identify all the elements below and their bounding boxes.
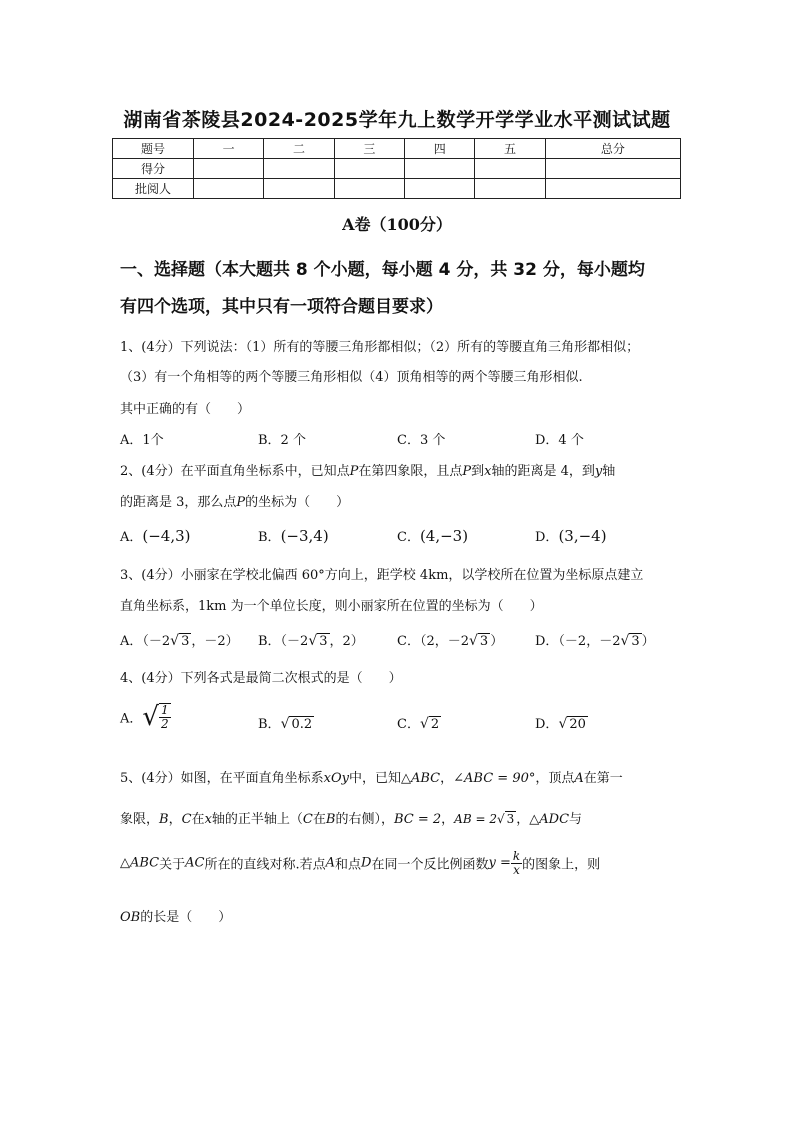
option-value: (−3,4) bbox=[280, 527, 329, 545]
math-var: x bbox=[204, 812, 212, 827]
option-letter: D． bbox=[535, 717, 559, 732]
math-expr: ∠ABC = 90° bbox=[453, 771, 536, 786]
text-segment: 象限， bbox=[120, 812, 160, 827]
q2-option-c bbox=[397, 526, 468, 545]
numerator: 1 bbox=[160, 703, 169, 718]
radical-sign: √ bbox=[469, 633, 478, 649]
math-expr: xOy bbox=[323, 771, 349, 786]
text-segment: 所在的直线对称.若点 bbox=[204, 857, 326, 873]
option-value: (3,−4) bbox=[558, 527, 607, 545]
table-cell bbox=[475, 179, 545, 199]
section-a-heading: A卷（100分） bbox=[342, 215, 452, 234]
denominator: 2 bbox=[160, 717, 169, 731]
text-segment: ， bbox=[440, 771, 454, 786]
q4-option-c bbox=[397, 713, 441, 732]
option-text: ，－2） bbox=[191, 634, 239, 649]
radicand: 0.2 bbox=[291, 717, 313, 732]
table-cell bbox=[264, 179, 334, 199]
table-cell bbox=[405, 179, 475, 199]
option-letter: B． bbox=[258, 530, 281, 545]
numerator: k bbox=[512, 849, 521, 863]
table-cell bbox=[545, 159, 680, 179]
option-text: ） bbox=[490, 634, 504, 649]
math-expr: OB bbox=[120, 910, 141, 925]
math-var: P bbox=[462, 464, 472, 479]
table-cell: 批阅人 bbox=[113, 179, 194, 199]
table-cell bbox=[475, 159, 545, 179]
q2-option-b bbox=[258, 526, 329, 545]
table-cell: 四 bbox=[405, 139, 475, 159]
text-segment: 5、(4分）如图，在平面直角坐标系 bbox=[120, 771, 324, 786]
math-var: A bbox=[574, 771, 584, 786]
option-letter: B． bbox=[258, 717, 281, 732]
q5-line4 bbox=[120, 906, 231, 925]
text-segment: 与 bbox=[569, 812, 583, 827]
text-segment: 和点 bbox=[335, 857, 362, 873]
denominator: x bbox=[513, 862, 520, 877]
q2-line2 bbox=[120, 491, 349, 510]
text-segment: 的长是（ ） bbox=[140, 910, 232, 925]
text-segment: 在 bbox=[312, 812, 326, 827]
option-text: B．（－2 bbox=[258, 634, 309, 649]
q1-option-a: A．1个 bbox=[120, 433, 164, 448]
radicand: 3 bbox=[479, 634, 489, 649]
radicand: 3 bbox=[631, 634, 640, 649]
q1-line1: 1、(4分）下列说法：（1）所有的等腰三角形都相似；（2）所有的等腰直角三角形都相似； bbox=[120, 340, 640, 355]
option-value: (4,−3) bbox=[419, 527, 469, 545]
text-segment: 轴的距离是 4，到 bbox=[491, 464, 595, 479]
table-cell: 一 bbox=[194, 139, 264, 159]
table-cell bbox=[545, 179, 680, 199]
q3-option-a bbox=[120, 630, 239, 649]
math-var: x bbox=[484, 464, 492, 479]
text-segment: 到 bbox=[471, 464, 485, 479]
table-cell: 总分 bbox=[545, 139, 680, 159]
math-expr: △ADC bbox=[529, 812, 570, 827]
radical-sign: √ bbox=[620, 633, 630, 649]
q1-option-d: D．4 个 bbox=[535, 433, 584, 448]
radicand: 20 bbox=[569, 717, 586, 732]
text-segment: 2、(4分）在平面直角坐标系中，已知点 bbox=[120, 464, 350, 479]
q5-line2 bbox=[120, 808, 582, 827]
math-expr: y = bbox=[488, 855, 511, 871]
text-segment: 的距离是 3，那么点 bbox=[120, 495, 237, 510]
option-value: (−4,3) bbox=[142, 527, 191, 545]
q3-line1: 3、(4分）小丽家在学校北偏西 60°方向上，距学校 4km，以学校所在位置为坐标原点建立 bbox=[120, 568, 644, 583]
text-segment: 在同一个反比例函数 bbox=[371, 857, 489, 873]
q2-option-a bbox=[120, 526, 191, 545]
text-segment: 中，已知 bbox=[348, 771, 401, 786]
q3-option-c bbox=[397, 630, 503, 649]
score-table bbox=[112, 138, 681, 199]
text-segment: 关于 bbox=[159, 857, 186, 873]
option-text: C．（2，－2 bbox=[397, 634, 469, 649]
q1-line3: 其中正确的有（ ） bbox=[120, 402, 251, 417]
table-cell bbox=[194, 179, 264, 199]
math-expr: AC bbox=[185, 855, 205, 871]
text-segment: ， bbox=[168, 812, 182, 827]
option-letter: D． bbox=[535, 530, 559, 545]
q2-option-d bbox=[535, 526, 607, 545]
q4-option-d bbox=[535, 713, 588, 732]
q4-option-a bbox=[120, 702, 171, 732]
radical-sign: √ bbox=[280, 716, 290, 732]
text-segment: ， bbox=[441, 812, 455, 827]
q5-line1 bbox=[120, 767, 623, 786]
q4-option-b bbox=[258, 713, 314, 732]
math-var: A bbox=[325, 855, 336, 871]
radical-sign: √ bbox=[142, 702, 159, 732]
table-cell bbox=[405, 159, 475, 179]
q5-line3 bbox=[120, 850, 600, 876]
math-var: y bbox=[594, 464, 603, 479]
math-var: P bbox=[349, 464, 359, 479]
q3-option-d bbox=[535, 630, 655, 649]
radicand: 3 bbox=[181, 634, 190, 649]
table-cell: 得分 bbox=[113, 159, 194, 179]
option-letter: A． bbox=[120, 711, 143, 727]
text-segment: ，顶点 bbox=[535, 771, 575, 786]
q1-option-c: C．3 个 bbox=[397, 433, 446, 448]
radical-sign: √ bbox=[558, 716, 568, 732]
math-var: P bbox=[236, 495, 246, 510]
fraction bbox=[159, 703, 171, 730]
text-segment: 在 bbox=[191, 812, 205, 827]
math-var: B bbox=[159, 812, 169, 827]
table-cell bbox=[194, 159, 264, 179]
table-cell: 二 bbox=[264, 139, 334, 159]
table-row bbox=[113, 159, 681, 179]
text-segment: 的右侧）， bbox=[335, 812, 394, 827]
q4-line1: 4、(4分）下列各式是最简二次根式的是（ ） bbox=[120, 671, 402, 686]
q3-option-b bbox=[258, 630, 364, 649]
table-cell bbox=[334, 159, 404, 179]
option-text: A．（－2 bbox=[120, 634, 171, 649]
radicand: 3 bbox=[319, 634, 328, 649]
text-segment: 的坐标为（ ） bbox=[245, 495, 350, 510]
math-var: D bbox=[361, 855, 372, 871]
radicand: 2 bbox=[430, 717, 440, 732]
radical-sign: √ bbox=[419, 716, 429, 732]
radicand: 3 bbox=[506, 812, 515, 826]
text-segment: 轴 bbox=[602, 464, 616, 479]
math-expr: △ABC bbox=[400, 771, 441, 786]
math-expr: AB = 2 bbox=[454, 812, 497, 826]
math-expr: BC = 2 bbox=[393, 812, 442, 827]
part1-heading-line1: 一、选择题（本大题共 8 个小题，每小题 4 分，共 32 分，每小题均 bbox=[120, 260, 645, 280]
q2-line1 bbox=[120, 460, 615, 479]
table-row bbox=[113, 179, 681, 199]
page-title: 湖南省茶陵县2024-2025学年九上数学开学学业水平测试试题 bbox=[123, 109, 671, 131]
text-segment: ， bbox=[516, 812, 530, 827]
text-segment: 在第四象限，且点 bbox=[358, 464, 463, 479]
option-text: D．（－2，－2 bbox=[535, 634, 621, 649]
option-letter: C． bbox=[397, 530, 420, 545]
text-segment: 在第一 bbox=[583, 771, 623, 786]
math-var: C bbox=[181, 812, 192, 827]
text-segment: 轴的正半轴上（ bbox=[211, 812, 303, 827]
table-cell: 五 bbox=[475, 139, 545, 159]
option-letter: C． bbox=[397, 717, 420, 732]
option-letter: A． bbox=[120, 530, 143, 545]
table-row bbox=[113, 139, 681, 159]
table-cell bbox=[334, 179, 404, 199]
part1-heading-line2: 有四个选项，其中只有一项符合题目要求） bbox=[120, 297, 443, 317]
table-cell bbox=[264, 159, 334, 179]
radical-sign: √ bbox=[496, 812, 505, 826]
q1-line2: （3）有一个角相等的两个等腰三角形相似（4）顶角相等的两个等腰三角形相似. bbox=[120, 370, 583, 385]
q3-line2: 直角坐标系，1km 为一个单位长度，则小丽家所在位置的坐标为（ ） bbox=[120, 599, 543, 614]
q1-option-b: B．2 个 bbox=[258, 433, 306, 448]
math-expr: △ABC bbox=[120, 855, 160, 871]
fraction bbox=[511, 850, 522, 876]
option-text: ，2） bbox=[329, 634, 364, 649]
table-cell: 题号 bbox=[113, 139, 194, 159]
math-var: B bbox=[325, 812, 336, 827]
radical-sign: √ bbox=[170, 633, 180, 649]
radical-sign: √ bbox=[308, 633, 318, 649]
text-segment: 的图象上，则 bbox=[522, 857, 601, 873]
option-text: ） bbox=[641, 634, 655, 649]
table-cell: 三 bbox=[334, 139, 404, 159]
math-var: C bbox=[302, 812, 313, 827]
